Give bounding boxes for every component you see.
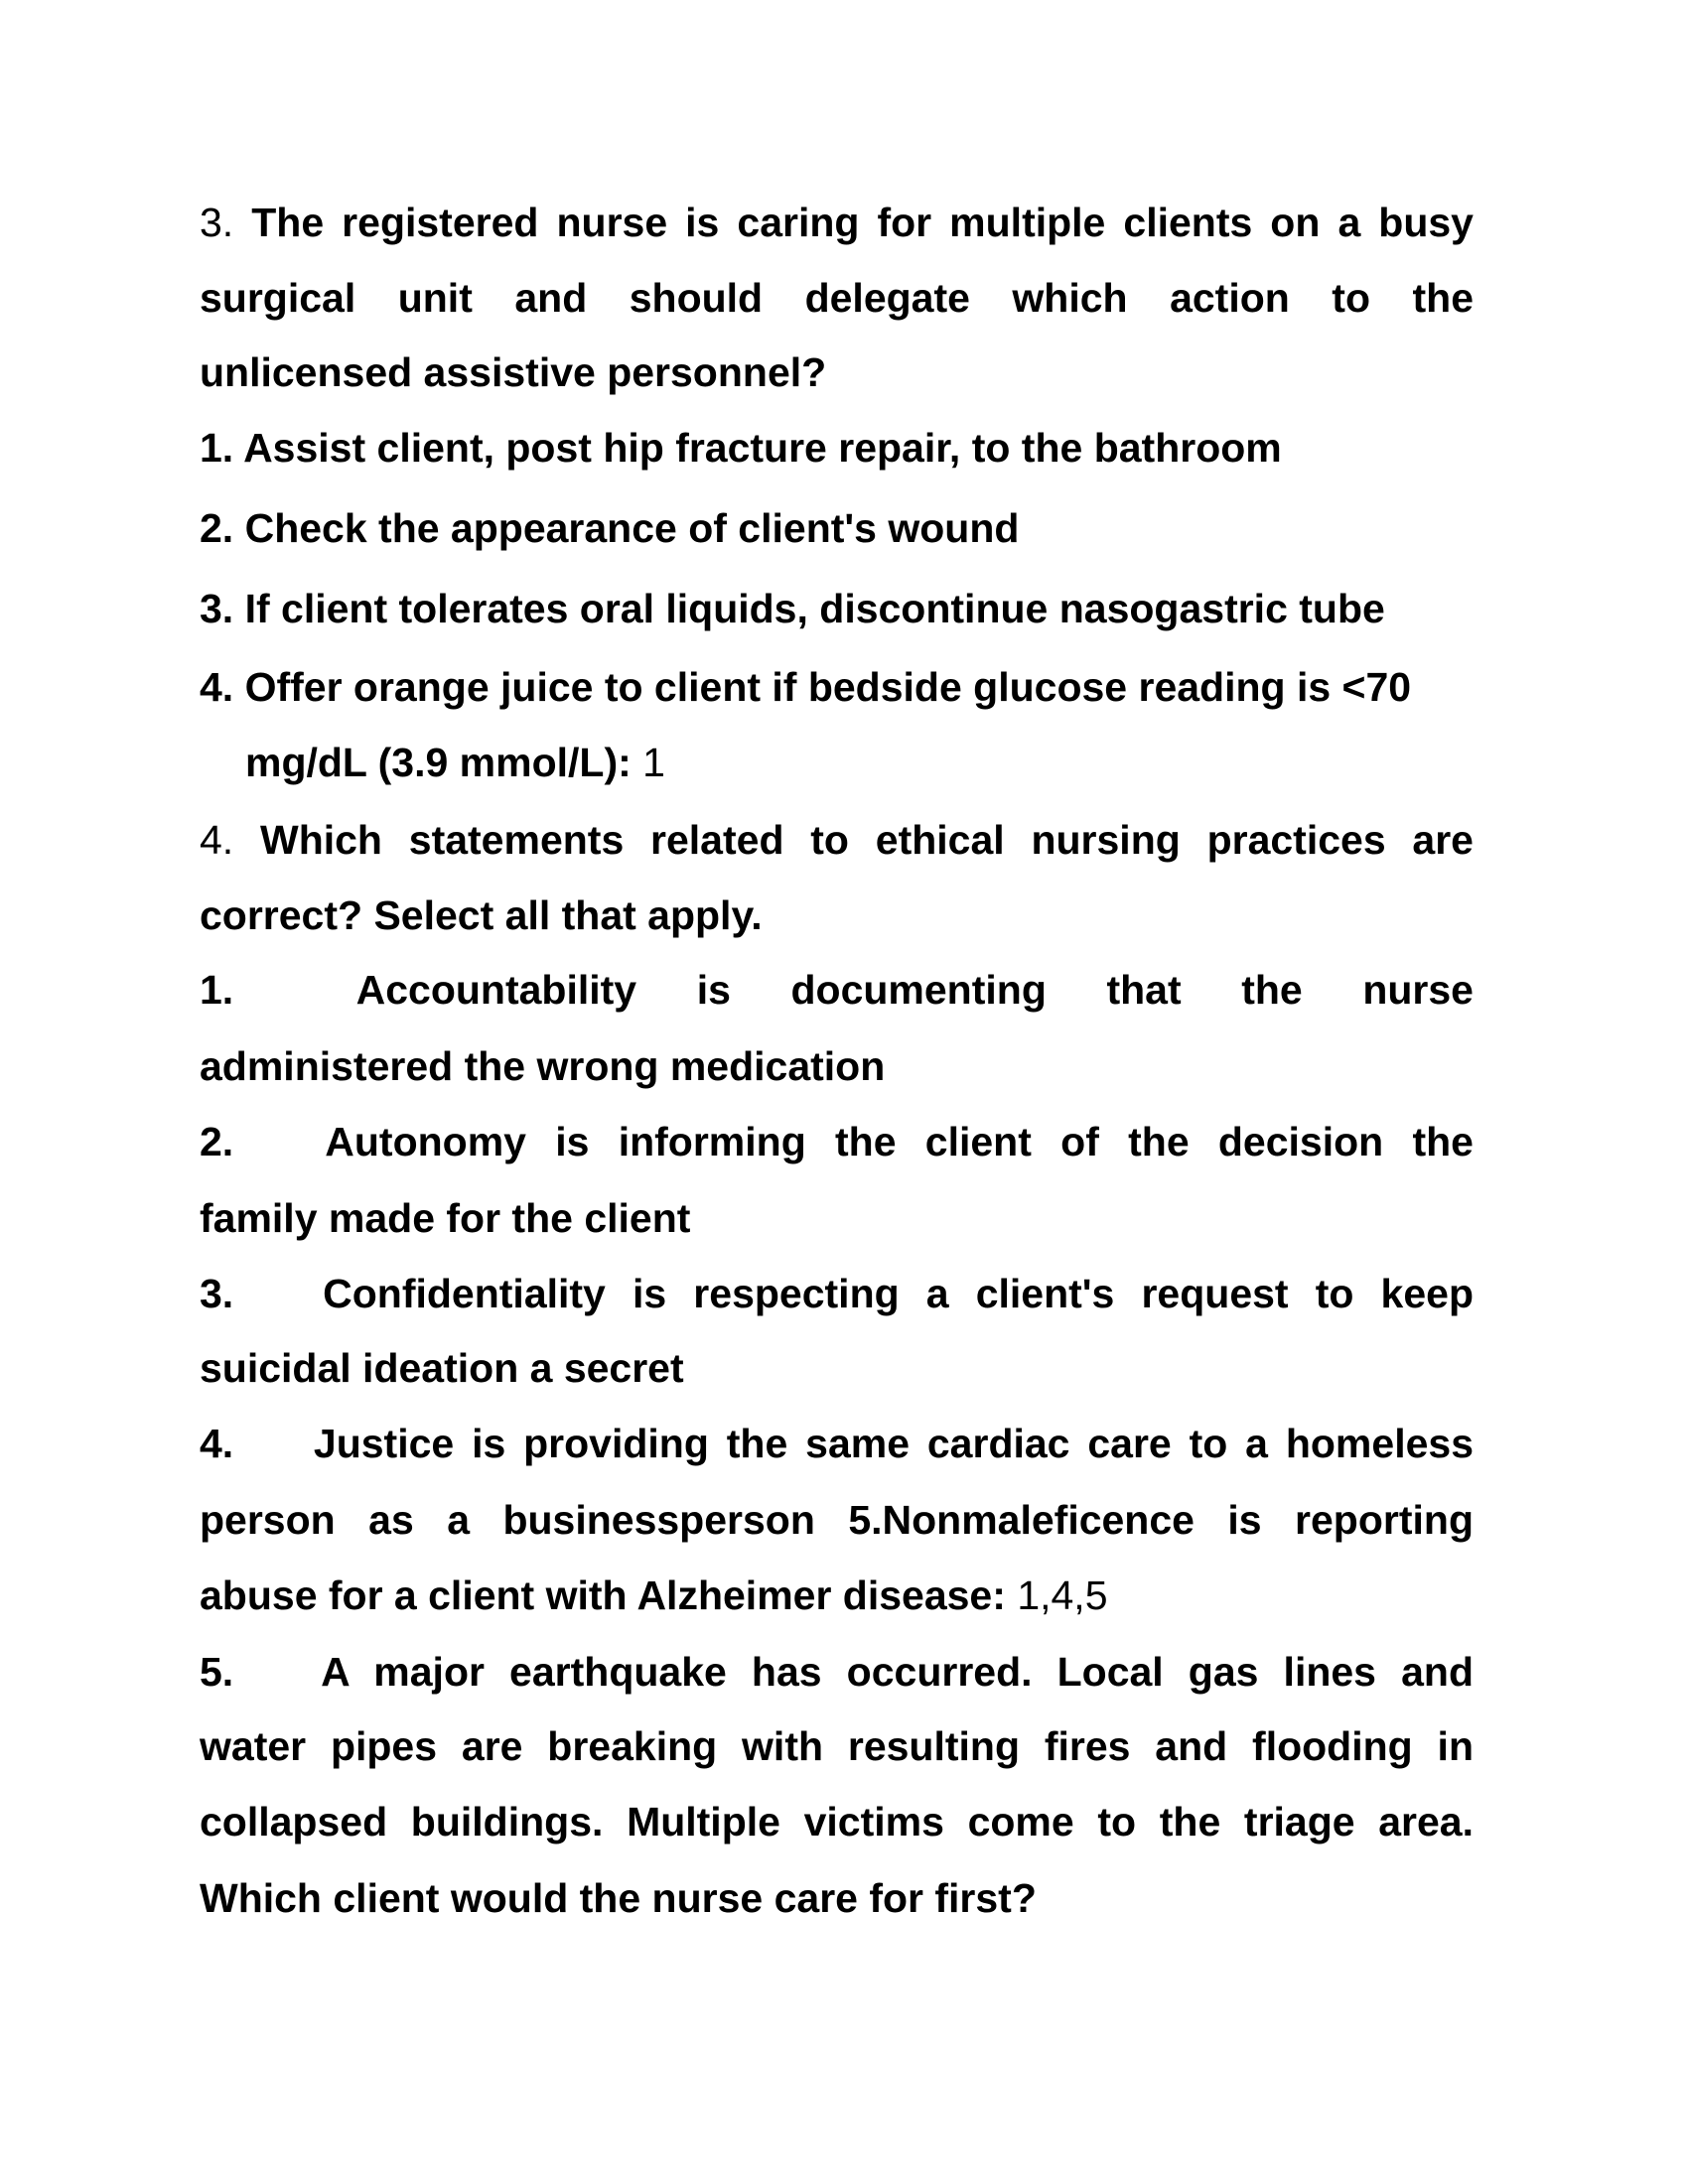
option-text: Confidentiality is respecting a client's request to keep <box>323 1271 1474 1316</box>
q5-stem-line <box>200 1648 1474 1696</box>
q4-stem-line: correct? Select all that apply. <box>200 892 763 938</box>
q3-stem-line: unlicensed assistive personnel? <box>200 349 827 395</box>
option-text: Autonomy is informing the client of the decision the <box>325 1119 1474 1164</box>
q4-option-4 <box>200 1420 1474 1467</box>
option-number: 1. <box>200 967 234 1013</box>
option-number: 3. <box>200 1271 234 1316</box>
option-text: abuse for a client with Alzheimer disease: <box>200 1572 1006 1618</box>
q4-option-5-cont <box>200 1571 1474 1619</box>
option-number: 4. <box>200 1421 234 1466</box>
q3-stem-text: The registered nurse is caring for multiple clients on a busy <box>251 200 1474 245</box>
q5-stem-line: collapsed buildings. Multiple victims come to the triage area. <box>200 1799 1474 1844</box>
q3-option-3: 3. If client tolerates oral liquids, discontinue nasogastric tube <box>200 586 1385 631</box>
q5-number: 5. <box>200 1649 234 1695</box>
option-text: Accountability is documenting that the nurse <box>355 967 1474 1013</box>
q3-option-4-cont-text: mg/dL (3.9 mmol/L): <box>245 740 632 785</box>
q4-option-2 <box>200 1118 1474 1165</box>
q3-answer: 1 <box>642 740 665 785</box>
q3-option-4: 4. Offer orange juice to client if bedside glucose reading is <70 <box>200 664 1412 710</box>
q4-stem-text: Which statements related to ethical nursing practices are <box>260 817 1474 863</box>
q5-stem-line: Which client would the nurse care for first? <box>200 1875 1037 1921</box>
q3-stem-line: surgical unit and should delegate which action to the <box>200 275 1474 321</box>
q4-option-4-cont: person as a businessperson 5.Nonmaleficence is reporting <box>200 1497 1474 1543</box>
q4-number: 4. <box>200 817 234 863</box>
q5-stem-text: A major earthquake has occurred. Local gas lines and <box>321 1649 1474 1695</box>
q4-answer: 1,4,5 <box>1017 1572 1108 1618</box>
q4-option-1 <box>200 966 1474 1014</box>
q3-number: 3. <box>200 200 234 245</box>
q4-option-3 <box>200 1270 1474 1317</box>
q3-option-4-cont <box>245 739 1474 786</box>
q4-option-2-cont: family made for the client <box>200 1195 691 1241</box>
q5-stem-line: water pipes are breaking with resulting fires and flooding in <box>200 1723 1474 1769</box>
q3-option-1: 1. Assist client, post hip fracture repair, to the bathroom <box>200 425 1282 471</box>
option-number: 2. <box>200 1119 234 1164</box>
q4-option-3-cont: suicidal ideation a secret <box>200 1345 684 1391</box>
q3-option-2: 2. Check the appearance of client's wound <box>200 505 1020 551</box>
q4-option-1-cont: administered the wrong medication <box>200 1043 886 1089</box>
option-text: Justice is providing the same cardiac care to a homeless <box>313 1421 1474 1466</box>
q3-stem-line <box>200 199 1474 246</box>
q4-stem-line <box>200 816 1474 864</box>
